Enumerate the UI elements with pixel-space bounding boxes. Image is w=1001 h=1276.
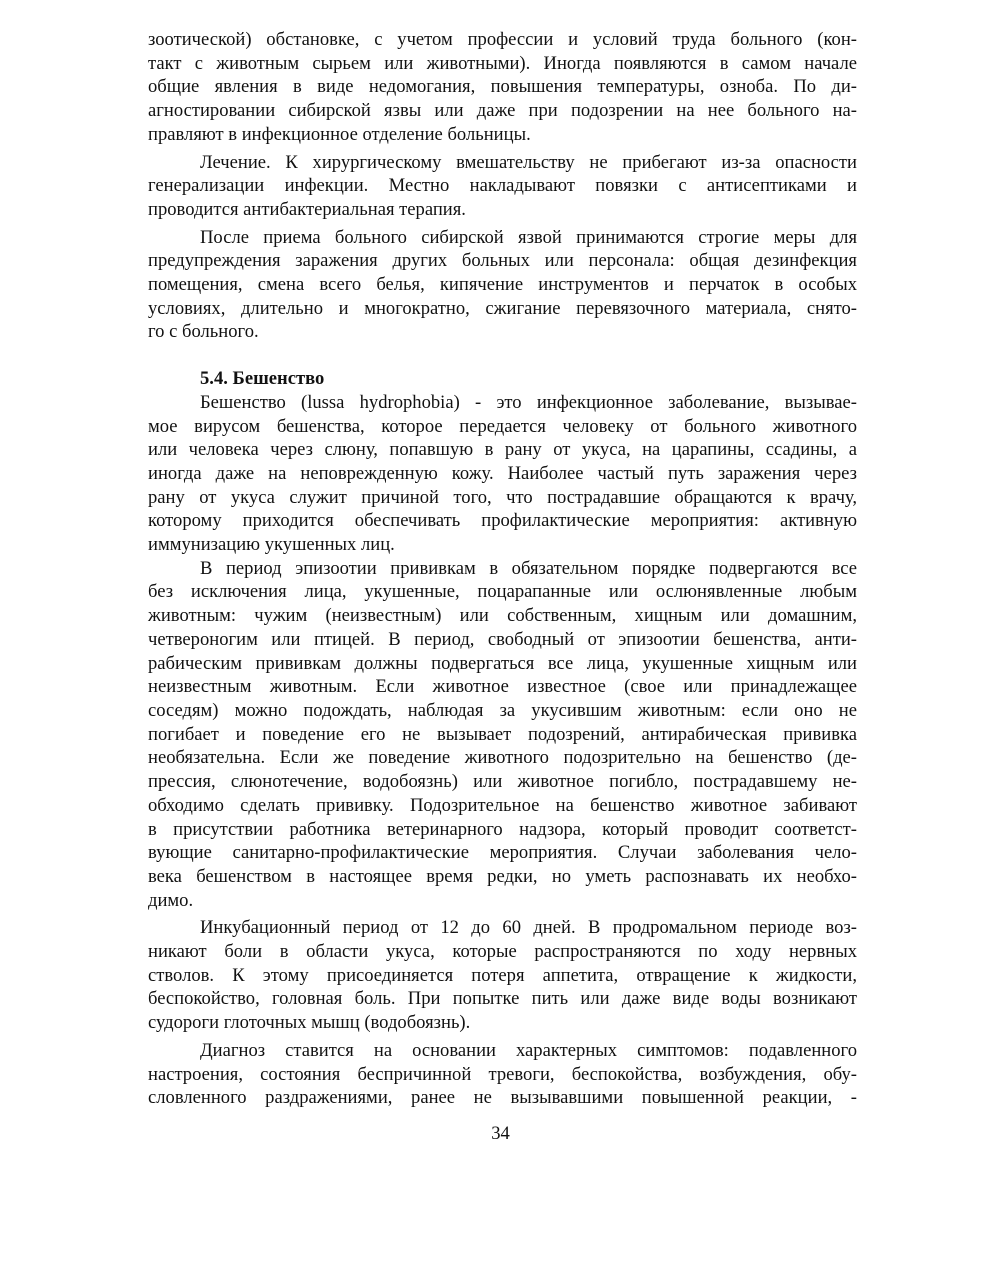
text-line: В период эпизоотии прививкам в обязательном порядке подвергаются все: [200, 557, 857, 579]
text-line: го с больного.: [148, 321, 259, 343]
text-line: стволов. К этому присоединяется потеря аппетита, отвращение к жидкости,: [148, 964, 857, 986]
section-body: [148, 391, 857, 1110]
text-line: условиях, длительно и многократно, сжигание перевязочного материала, снято-: [148, 297, 857, 319]
text-line: никают боли в области укуса, которые распространяются по ходу нервных: [148, 941, 857, 963]
paragraph: [148, 151, 857, 222]
text-line: которому приходится обеспечивать профилактические мероприятия: активную: [148, 510, 857, 532]
text-line: мое вирусом бешенства, которое передается человеку от больного животного: [148, 415, 857, 437]
text-line: в присутствии работника ветеринарного надзора, который проводит соответст-: [148, 818, 857, 840]
text-line: или человека через слюну, попавшую в рану от укуса, на царапины, ссадины, а: [148, 439, 857, 461]
text-line: генерализации инфекции. Местно накладывают повязки с антисептиками и: [148, 175, 857, 197]
text-line: рану от укуса служит причиной того, что пострадавшие обращаются к врачу,: [148, 486, 857, 508]
text-line: рабическим прививкам должны подвергаться все лица, укушенные хищным или: [148, 652, 857, 674]
text-line: необязательна. Если же поведение животного подозрительно на бешенство (де-: [148, 747, 857, 769]
text-line: После приема больного сибирской язвой принимаются строгие меры для: [200, 226, 857, 248]
paragraph: [148, 226, 857, 345]
paragraph: [148, 557, 857, 913]
text-line: судороги глоточных мышц (водобоязнь).: [148, 1012, 471, 1034]
text-line: века бешенством в настоящее время редки, но уметь распознавать их необхо-: [148, 865, 857, 887]
text-line: Диагноз ставится на основании характерных симптомов: подавленного: [200, 1039, 857, 1061]
paragraph: [148, 391, 857, 557]
text-line: соседям) можно подождать, наблюдая за укусившим животным: если оно не: [148, 699, 857, 721]
text-line: вующие санитарно-профилактические мероприятия. Случаи заболевания чело-: [148, 842, 857, 864]
text-line: зоотической) обстановке, с учетом профессии и условий труда больного (кон-: [148, 29, 857, 50]
text-line: прессия, слюнотечение, водобоязнь) или животное погибло, пострадавшему не-: [148, 771, 857, 793]
text-line: общие явления в виде недомогания, повышения температуры, озноба. По ди-: [148, 76, 857, 98]
paragraph: [148, 1039, 857, 1110]
page-number: 34: [491, 1123, 510, 1144]
text-line: животным: чужим (неизвестным) или собственным, хищным или домашним,: [148, 605, 857, 627]
text-line: такт с животным сырьем или животными). Иногда появляются в самом начале: [148, 52, 857, 74]
text-line: Инкубационный период от 12 до 60 дней. В продромальном периоде воз-: [200, 917, 857, 939]
text-line: проводится антибактериальная терапия.: [148, 198, 466, 220]
paragraph: [148, 28, 857, 147]
text-line: иммунизацию укушенных лиц.: [148, 534, 395, 556]
text-line: правляют в инфекционное отделение больницы.: [148, 123, 531, 145]
text-line: димо.: [148, 889, 194, 911]
text-line: погибает и поведение его не вызывает подозрений, антирабическая прививка: [148, 723, 857, 745]
text-line: Лечение. К хирургическому вмешательству не прибегают из-за опасности: [200, 151, 857, 173]
paragraphs-before-section: [148, 28, 857, 344]
text-line: четвероногим или птицей. В период, свободный от эпизоотии бешенства, анти-: [148, 628, 857, 650]
text-line: неизвестным животным. Если животное известное (свое или принадлежащее: [148, 676, 857, 698]
text-line: обходимо сделать прививку. Подозрительное на бешенство животное забивают: [148, 794, 857, 816]
text-line: словленного раздражениями, ранее не вызывавшими повышенной реакции, -: [148, 1087, 857, 1109]
text-line: настроения, состояния беспричинной тревоги, беспокойства, возбуждения, обу-: [148, 1063, 857, 1085]
section-heading: 5.4. Бешенство: [200, 368, 325, 390]
paragraph: [148, 916, 857, 1035]
text-line: помещения, смена всего белья, кипячение инструментов и перчаток в особых: [148, 274, 857, 296]
text-line: предупреждения заражения других больных или персонала: общая дезинфекция: [148, 250, 857, 272]
text-line: агностировании сибирской язвы или даже при подозрении на нее больного на-: [148, 100, 857, 122]
text-line: без исключения лица, укушенные, поцарапанные или ослюнявленные любым: [148, 581, 857, 603]
text-line: Бешенство (lussa hydrophobia) - это инфекционное заболевание, вызывае-: [200, 391, 857, 413]
text-line: беспокойство, головная боль. При попытке пить или даже виде воды возникают: [148, 988, 857, 1010]
text-line: иногда даже на неповрежденную кожу. Наиболее частый путь заражения через: [148, 462, 857, 484]
